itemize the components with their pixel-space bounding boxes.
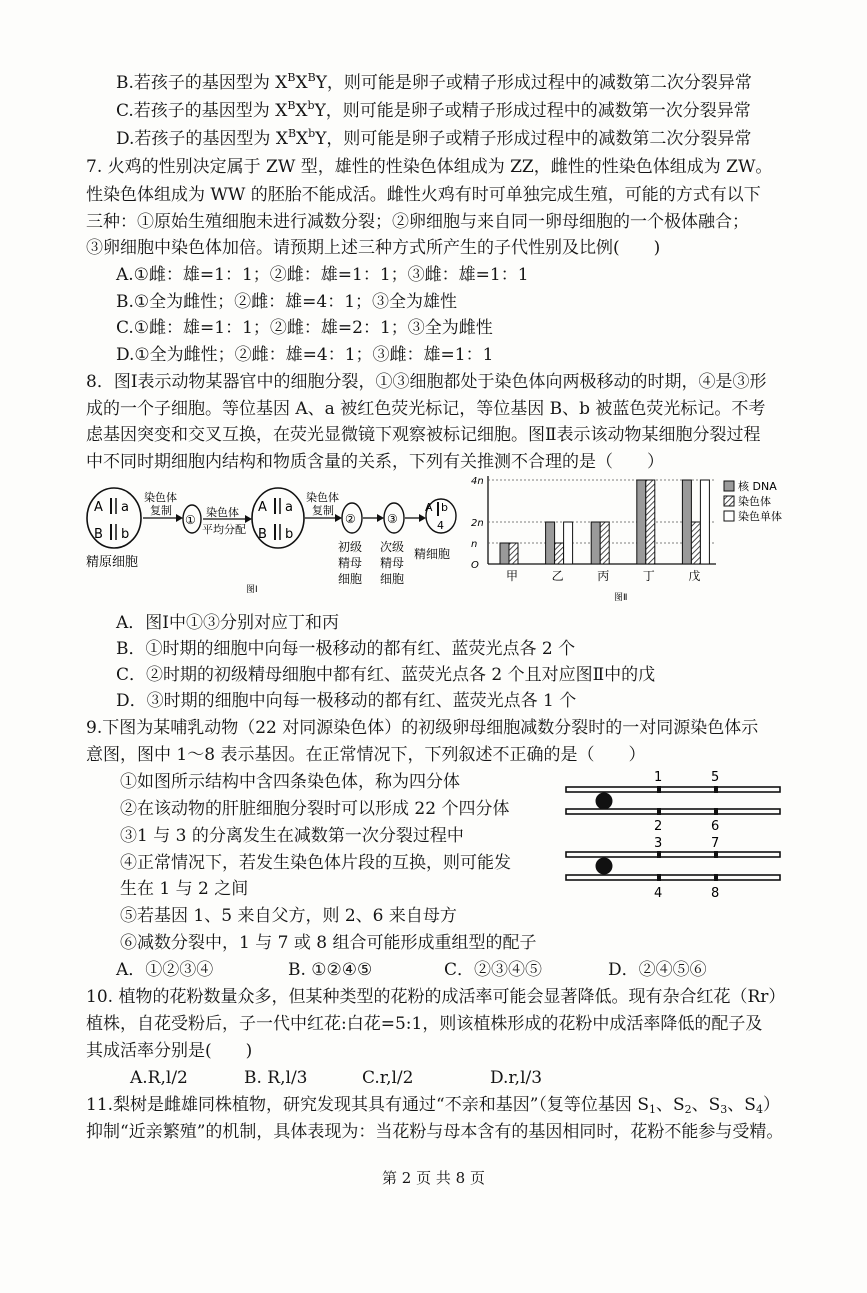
gene-1: 1	[654, 770, 663, 785]
q9-statement-5: ⑤若基因 1、5 来自父方，则 2、6 来自母方	[120, 906, 457, 926]
y-tick-label: 4n	[471, 476, 484, 487]
bar-戊-2	[700, 480, 709, 564]
gene-6: 6	[711, 819, 720, 834]
legend-label: 染色体	[738, 495, 771, 508]
gene-8: 8	[711, 886, 720, 901]
page-footer: 第 2 页 共 8 页	[382, 1169, 485, 1187]
legend-label: 核 DNA	[738, 480, 777, 493]
figure-2-title: 图Ⅱ	[614, 593, 628, 603]
gene-a-upper: A	[94, 500, 103, 515]
legend-swatch	[724, 511, 734, 521]
gene-5: 5	[711, 770, 720, 785]
q8-stem-3: 虑基因突变和交叉互换，在荧光显微镜下观察被标记细胞。图Ⅱ表示该动物某细胞分裂过程	[86, 425, 761, 445]
legend-swatch	[724, 496, 734, 506]
bar-乙-1	[555, 543, 564, 564]
q11-line-2: 抑制“近亲繁殖”的机制，具体表现为：当花粉与母本含有的基因相同时，花粉不能参与受精。	[86, 1122, 784, 1142]
q9-stem-2: 意图，图中 1～8 表示基因。在正常情况下，下列叙述不正确的是（ ）	[86, 745, 646, 765]
x-tick-label: 戊	[688, 569, 701, 583]
svg-text:A: A	[258, 500, 267, 515]
homologous-chromosome-figure	[562, 768, 784, 904]
q8-option-d: D．③时期的细胞中向每一极移动的都有红、蓝荧光点各 1 个	[116, 691, 577, 711]
q11-line-1: 11.梨树是雌雄同株植物，研究发现其具有通过“不亲和基因”（复等位基因 $S_1$、$S_2$、$S_3$、$S_4$）	[86, 1095, 780, 1116]
q7-option-b: B.①全为雌性；②雌：雄=4：1；③全为雄性	[116, 292, 458, 312]
gene-a-lower: a	[121, 500, 129, 515]
y-tick-label: n	[471, 539, 478, 550]
gene-7: 7	[711, 836, 720, 851]
q9-option-b: B. ①②④⑤	[288, 960, 373, 980]
caption-spermatogonium: 精原细胞	[86, 555, 139, 570]
q7-stem-2: 性染色体组成为 WW 的胚胎不能成活。雌性火鸡有时可单独完成生殖，可能的方式有以下	[86, 185, 761, 205]
q7-option-c: C.①雌：雄=1：1；②雌：雄=2：1；③全为雌性	[116, 318, 493, 338]
bar-丙-1	[600, 522, 609, 564]
gene-3: 3	[654, 836, 663, 851]
bar-乙-0	[546, 522, 555, 564]
q7-stem-4: ③卵细胞中染色体加倍。请预期上述三种方式所产生的子代性别及比例( )	[86, 238, 661, 258]
svg-text:次级: 次级	[380, 540, 405, 554]
q10-option-c: C.r,l/2	[362, 1068, 414, 1088]
q10-option-a: A.R,l/2	[130, 1068, 188, 1088]
svg-text:b: b	[285, 527, 294, 542]
q6-option-b: B.若孩子的基因型为 $X^BX^BY$，则可能是卵子或精子形成过程中的减数第二次分裂异常	[116, 71, 752, 93]
q9-statement-2: ②在该动物的肝脏细胞分裂时可以形成 22 个四分体	[120, 799, 510, 819]
q9-statement-3: ③1 与 3 的分离发生在减数第一次分裂过程中	[120, 826, 464, 846]
x-tick-label: 甲	[506, 569, 519, 583]
q10-option-b: B. R,l/3	[244, 1068, 308, 1088]
cell-1-label: ①	[185, 513, 196, 527]
cell-2-label: ②	[345, 512, 356, 526]
figure-2-bar-chart	[466, 474, 818, 604]
x-tick-label: 丁	[642, 569, 655, 583]
q6-option-d: D.若孩子的基因型为 $X^BX^bY$，则可能是卵子或精子形成过程中的减数第二次分裂异常	[116, 127, 752, 149]
bar-戊-0	[682, 480, 691, 564]
svg-text:b: b	[441, 501, 448, 514]
q9-option-a: A．①②③④	[116, 960, 214, 980]
y-tick-label: O	[471, 560, 479, 571]
q8-option-b: B．①时期的细胞中向每一极移动的都有红、蓝荧光点各 2 个	[116, 639, 576, 659]
bar-乙-2	[564, 522, 573, 564]
q9-statement-6: ⑥减数分裂中，1 与 7 或 8 组合可能形成重组型的配子	[120, 933, 537, 953]
q6-option-c: C.若孩子的基因型为 $X^BX^bY$，则可能是卵子或精子形成过程中的减数第一次分裂异常	[116, 99, 751, 121]
x-tick-label: 乙	[551, 569, 564, 583]
bar-丙-0	[591, 522, 600, 564]
q7-option-a: A.①雌：雄=1：1；②雌：雄=1：1；③雌：雄=1：1	[116, 265, 529, 285]
svg-text:细胞: 细胞	[380, 572, 405, 586]
arrow2-label-1: 染色体	[206, 506, 239, 519]
bar-丁-0	[637, 480, 646, 564]
q10-option-d: D.r,l/3	[490, 1068, 543, 1088]
bar-戊-1	[691, 522, 700, 564]
svg-text:细胞: 细胞	[338, 572, 363, 586]
svg-text:精母: 精母	[380, 556, 405, 570]
q7-stem-3: 三种：①原始生殖细胞未进行减数分裂；②卵细胞与来自同一卵母细胞的一个极体融合；	[86, 212, 749, 232]
q8-stem-4: 中不同时期细胞内结构和物质含量的关系，下列有关推测不合理的是（ ）	[86, 452, 664, 472]
figure-1-cell-division	[86, 476, 466, 598]
svg-text:初级: 初级	[338, 540, 363, 554]
q8-option-a: A．图Ⅰ中①③分别对应丁和丙	[116, 613, 339, 633]
bar-甲-0	[500, 543, 509, 564]
arrow2-label-2: 平均分配	[202, 523, 246, 536]
svg-text:A: A	[425, 501, 433, 514]
q9-option-c: C．②③④⑤	[444, 960, 543, 980]
figure-1-title: 图Ⅰ	[246, 585, 258, 595]
q7-option-d: D.①全为雌性；②雌：雄=4：1；③雌：雄=1：1	[116, 345, 494, 365]
svg-text:精母: 精母	[338, 556, 363, 570]
q9-option-d: D．②④⑤⑥	[608, 960, 707, 980]
legend-swatch	[724, 481, 734, 491]
arrow3-label-2: 复制	[312, 504, 334, 517]
q8-stem-1: 8．图Ⅰ表示动物某器官中的细胞分裂，①③细胞都处于染色体向两极移动的时期，④是③形	[86, 372, 767, 392]
gene-2: 2	[654, 819, 663, 834]
q9-stem-1: 9.下图为某哺乳动物（22 对同源染色体）的初级卵母细胞减数分裂时的一对同源染色体示	[86, 718, 759, 738]
q9-statement-4: ④正常情况下，若发生染色体片段的互换，则可能发	[120, 853, 511, 873]
bar-丁-1	[646, 480, 655, 564]
q9-statement-1: ①如图所示结构中含四条染色体，称为四分体	[120, 772, 460, 792]
caption-sperm: 精细胞	[414, 547, 451, 561]
q10-stem-3: 其成活率分别是( )	[86, 1041, 253, 1061]
q9-statement-4-cont: 生在 1 与 2 之间	[120, 879, 249, 899]
arrow3-label-1: 染色体	[306, 491, 339, 504]
svg-text:a: a	[285, 500, 293, 515]
svg-text:B: B	[258, 527, 267, 542]
cell-4-label: 4	[437, 519, 444, 532]
q8-stem-2: 成的一个子细胞。等位基因 A、a 被红色荧光标记，等位基因 B、b 被蓝色荧光标记。不考	[86, 399, 766, 419]
q8-option-c: C．②时期的初级精母细胞中都有红、蓝荧光点各 2 个且对应图Ⅱ中的戊	[116, 665, 656, 685]
y-tick-label: 2n	[471, 518, 484, 529]
q7-stem-1: 7. 火鸡的性别决定属于 ZW 型，雄性的性染色体组成为 ZZ，雌性的性染色体组成为 ZW。	[86, 157, 773, 177]
q10-stem-2: 植株，自花受粉后，子一代中红花:白花=5:1，则该植株形成的花粉中成活率降低的配子及	[86, 1014, 763, 1034]
q10-stem-1: 10. 植物的花粉数量众多，但某种类型的花粉的成活率可能会显著降低。现有杂合红花（Rr）	[86, 987, 786, 1007]
arrow1-label-1: 染色体	[144, 491, 177, 504]
bar-甲-1	[509, 543, 518, 564]
x-tick-label: 丙	[597, 569, 610, 583]
gene-b-lower: b	[121, 527, 130, 542]
arrow1-label-2: 复制	[150, 504, 172, 517]
legend-label: 染色单体	[738, 510, 782, 523]
gene-4: 4	[654, 886, 663, 901]
cell-3-label: ③	[387, 512, 398, 526]
gene-b-upper: B	[94, 527, 103, 542]
